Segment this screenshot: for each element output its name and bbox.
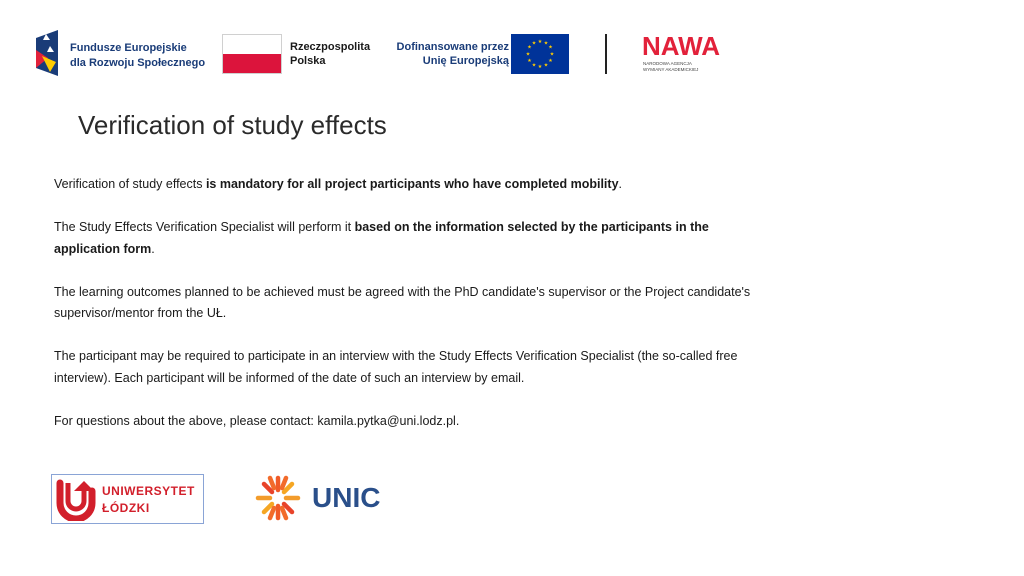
svg-text:★: ★ [548, 58, 553, 64]
svg-text:★: ★ [548, 44, 553, 51]
nawa-wordmark: NAWA [642, 31, 720, 61]
content-body [54, 174, 774, 454]
paragraph-mandatory: Verification of study effects is mandatory for all project participants who have completed mobility. [54, 177, 623, 191]
eu-cofunded-logo [384, 34, 569, 74]
eu-flag-icon [511, 34, 569, 74]
fe-line2: dla Rozwoju Społecznego [70, 57, 206, 69]
nawa-sub2: WYMIANY AKADEMICKIEJ [643, 67, 699, 72]
ul-emblem-icon [54, 477, 98, 521]
svg-text:★: ★ [527, 58, 532, 64]
svg-text:★: ★ [537, 64, 543, 70]
eu-line2: Unię Europejską [422, 55, 509, 67]
fundusze-europejskie-logo [34, 28, 204, 78]
paragraph-interview: The participant may be required to participate in an interview with the Study Effects Verification Specialist (the so-called free interview). Each participant will be informed of the date of such an interview by email. [54, 349, 738, 385]
svg-text:★: ★ [549, 51, 555, 58]
svg-text:★: ★ [543, 62, 549, 69]
unic-logo [250, 470, 390, 526]
eu-line1: Dofinansowane przez [396, 41, 509, 53]
svg-text:★: ★ [531, 40, 537, 47]
fundusze-europejskie-emblem-icon [34, 28, 68, 78]
uniwersytet-lodzki-logo [51, 474, 204, 524]
rp-line2: Polska [290, 55, 326, 67]
svg-text:★: ★ [543, 40, 549, 47]
fe-line1: Fundusze Europejskie [70, 42, 187, 54]
unic-wordmark: UNIC [312, 482, 381, 513]
svg-text:★: ★ [537, 39, 543, 45]
paragraph-contact: For questions about the above, please contact: kamila.pytka@uni.lodz.pl. [54, 413, 460, 428]
nawa-logo [642, 32, 752, 78]
rp-line1: Rzeczpospolita [290, 41, 371, 53]
logo-divider [605, 34, 607, 74]
svg-text:★: ★ [531, 62, 537, 69]
svg-text:★: ★ [525, 51, 531, 58]
paragraph-learning-outcomes: The learning outcomes planned to be achieved must be agreed with the PhD candidate's supervisor or the Project candidate's supervisor/mentor from the UŁ. [54, 284, 751, 320]
rzeczpospolita-polska-logo [222, 34, 372, 74]
polish-flag-icon [222, 34, 282, 74]
header-logo-bar [34, 26, 754, 82]
ul-line2: ŁÓDZKI [102, 501, 150, 515]
nawa-sub1: NARODOWA AGENCJA [643, 61, 692, 66]
paragraph-specialist: The Study Effects Verification Specialist will perform it based on the information selected by the participants in the application form. [54, 220, 709, 256]
page-title: Verification of study effects [78, 110, 387, 140]
svg-text:★: ★ [527, 44, 532, 51]
unic-burst-icon [250, 470, 306, 526]
ul-line1: UNIWERSYTET [102, 484, 195, 498]
